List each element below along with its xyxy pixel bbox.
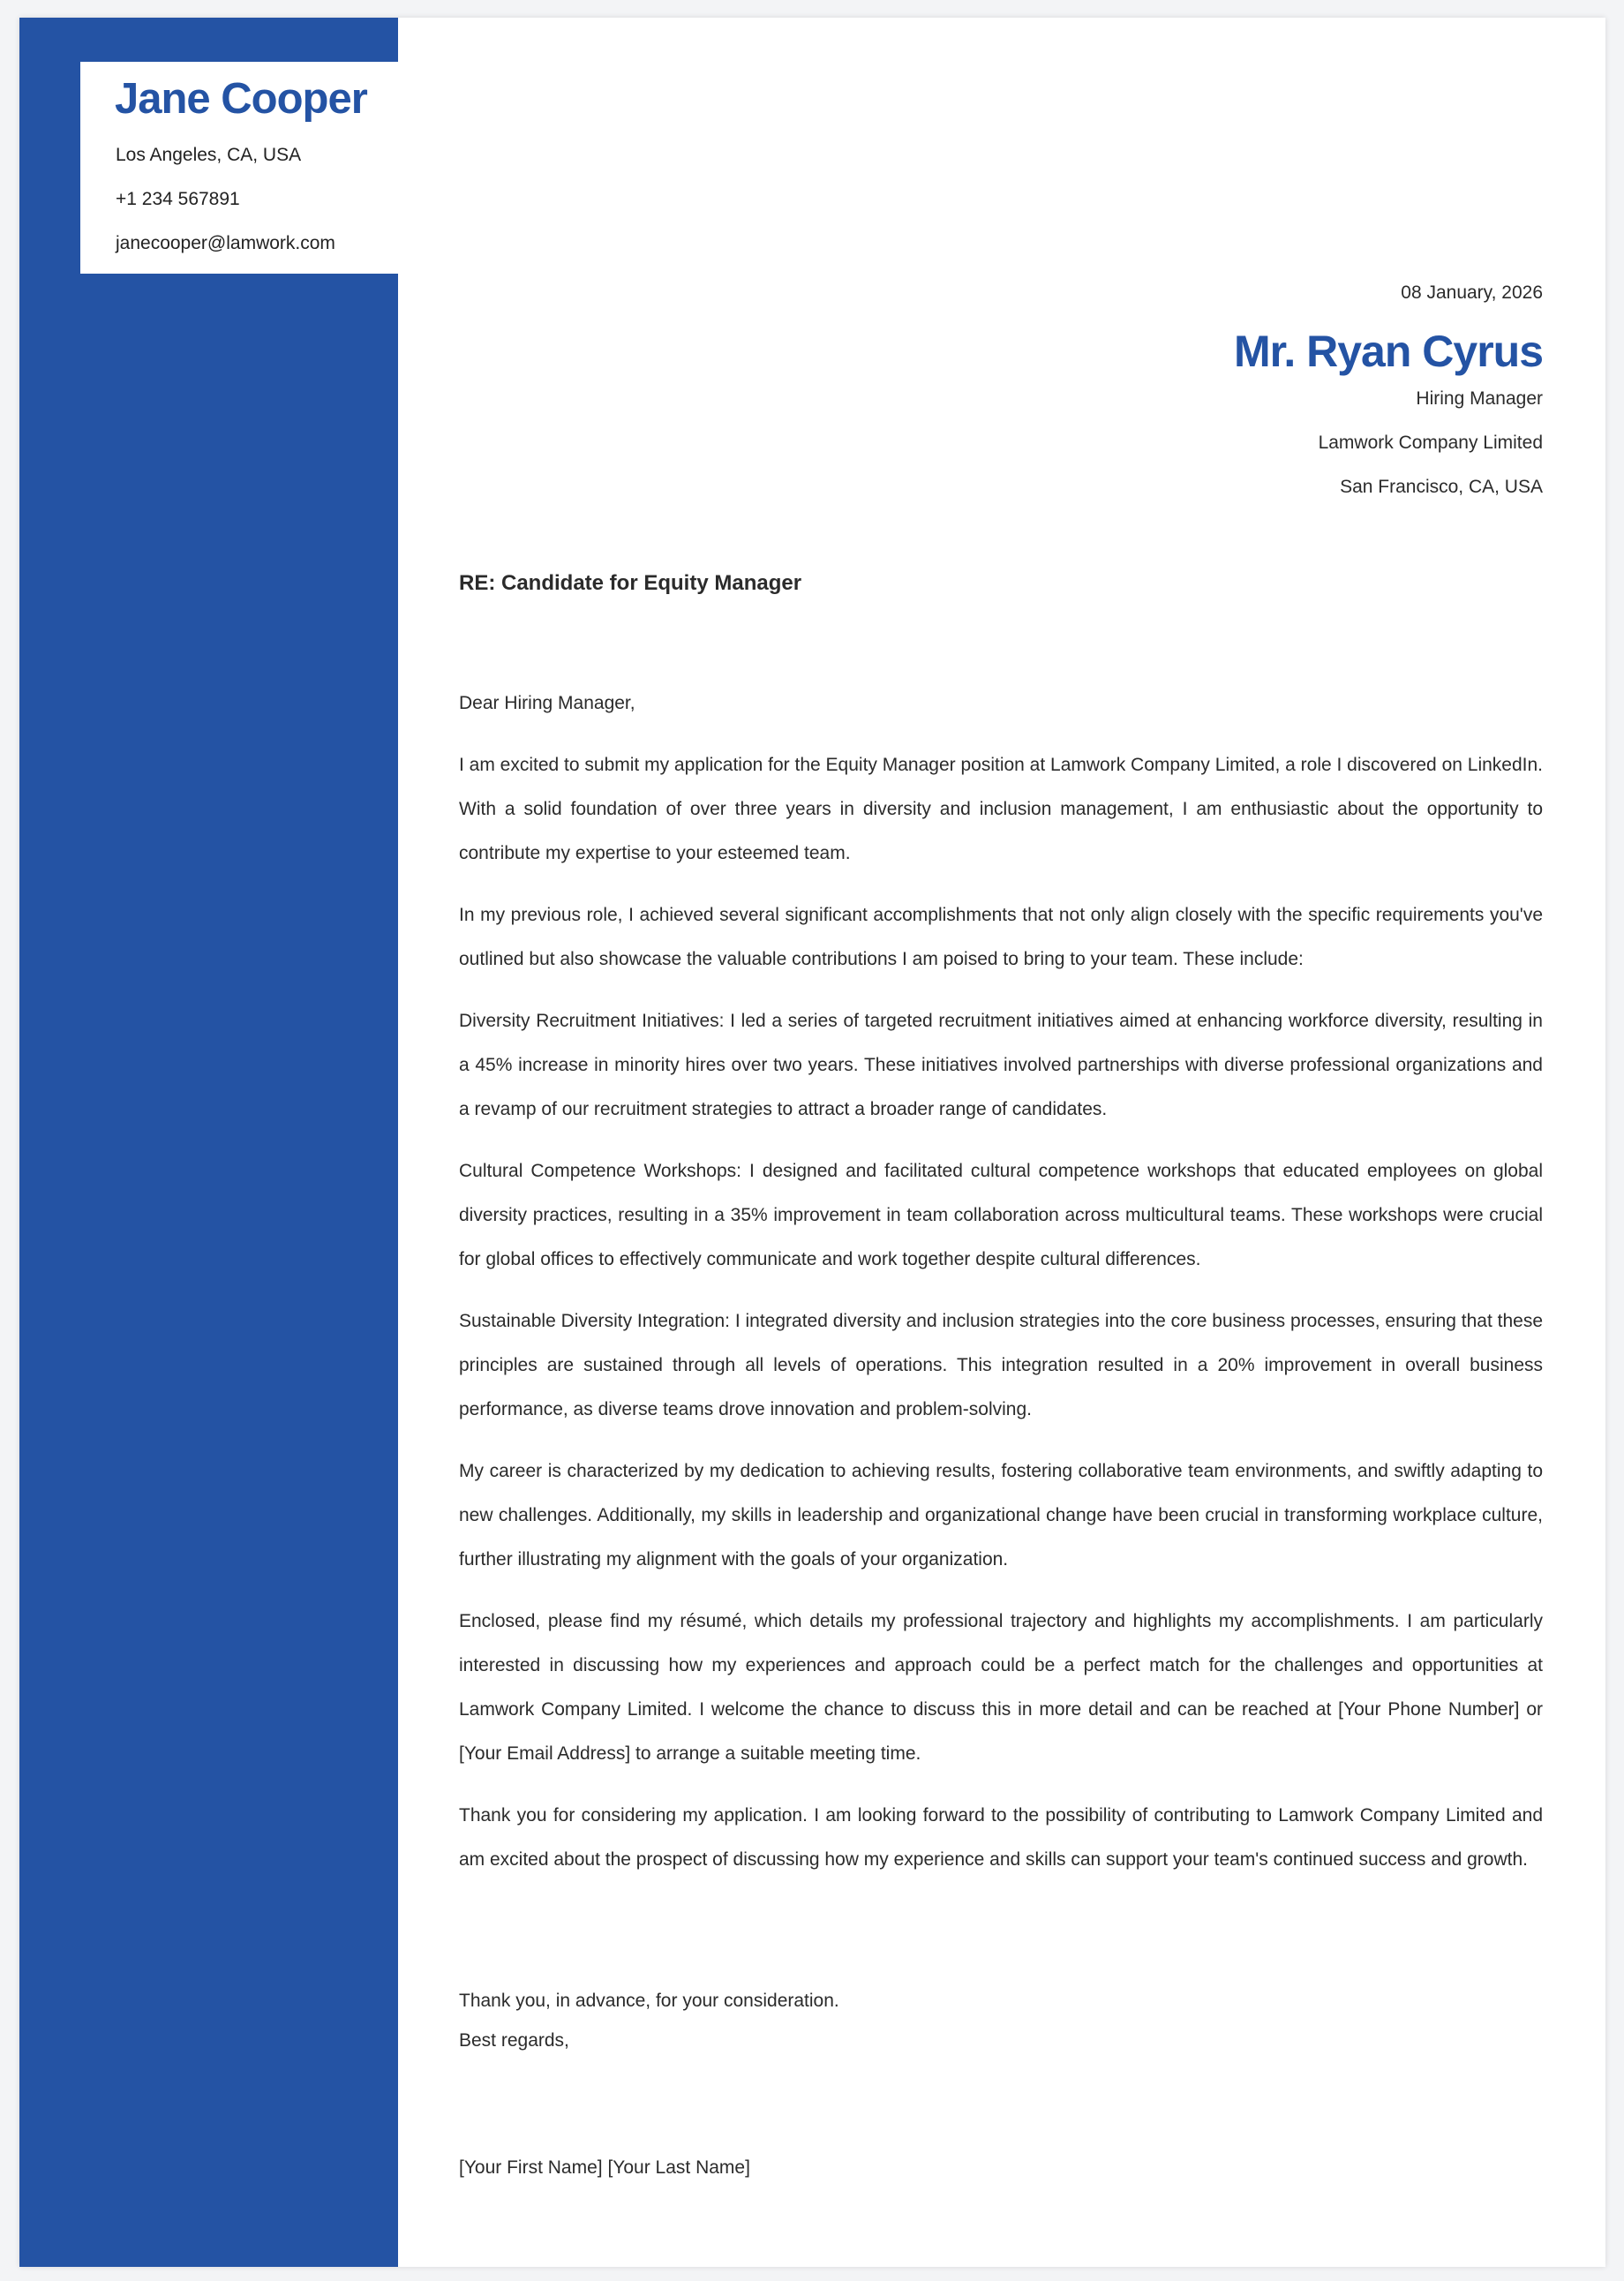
recipient-company: Lamwork Company Limited bbox=[1318, 433, 1543, 453]
paragraph-previous-role: In my previous role, I achieved several significant accomplishments that not only align closely with the specific requirements you've outlined but also showcase the valuable contributions I am poised to bring to your team. These include: bbox=[459, 905, 1543, 969]
sender-name: Jane Cooper bbox=[115, 75, 367, 123]
letter-closing bbox=[459, 1981, 839, 2060]
sender-location: Los Angeles, CA, USA bbox=[116, 145, 302, 165]
sender-email: janecooper@lamwork.com bbox=[116, 233, 335, 253]
paragraph-thank-you: Thank you for considering my application. I am looking forward to the possibility of contributing to Lamwork Company Limited and am excited about the prospect of discussing how my experience and skills can support your team's continued success and growth. bbox=[459, 1805, 1543, 1870]
recipient-title: Hiring Manager bbox=[1416, 388, 1543, 409]
sidebar-accent-bar bbox=[19, 18, 398, 2267]
signature: [Your First Name] [Your Last Name] bbox=[459, 2157, 750, 2178]
salutation: Dear Hiring Manager, bbox=[459, 693, 635, 713]
closing-line: Thank you, in advance, for your consideration. bbox=[459, 1991, 839, 2011]
paragraph-intro: I am excited to submit my application for the Equity Manager position at Lamwork Company Limited, a role I discovered on LinkedIn. With a solid foundation of over three years in diversity and inclusion management, I am enthusiastic about the opportunity to contribute my expertise to your esteemed team. bbox=[459, 755, 1543, 863]
paragraph-enclosed: Enclosed, please find my résumé, which details my professional trajectory and highlights my accomplishments. I am particularly interested in discussing how my experiences and approach could be a perfect match for the challenges and opportunities at Lamwork Company Limited. I welcome the chance to discuss this in more detail and can be reached at [Your Phone Number] or [Your Email Address] to arrange a suitable meeting time. bbox=[459, 1611, 1543, 1764]
paragraph-cultural-workshops: Cultural Competence Workshops: I designed and facilitated cultural competence workshops that educated employees on global diversity practices, resulting in a 35% improvement in team collaboration across multicultural teams. These workshops were crucial for global offices to effectively communicate and work together despite cultural differences. bbox=[459, 1161, 1543, 1269]
paragraph-diversity-recruitment: Diversity Recruitment Initiatives: I led a series of targeted recruitment initiatives aimed at enhancing workforce diversity, resulting in a 45% increase in minority hires over two years. These initiatives involved partnerships with diverse professional organizations and a revamp of our recruitment strategies to attract a broader range of candidates. bbox=[459, 1011, 1543, 1119]
letter-date: 08 January, 2026 bbox=[1401, 282, 1543, 303]
paragraph-sustainable-integration: Sustainable Diversity Integration: I integrated diversity and inclusion strategies into the core business processes, ensuring that these principles are sustained through all levels of operations. This integration resulted in a 20% improvement in overall business performance, as diverse teams drove innovation and problem-solving. bbox=[459, 1311, 1544, 1419]
letter-body bbox=[459, 681, 1543, 1900]
sender-contact-card bbox=[80, 62, 398, 274]
recipient-location: San Francisco, CA, USA bbox=[1340, 477, 1543, 497]
letter-page bbox=[19, 18, 1605, 2267]
paragraph-career: My career is characterized by my dedication to achieving results, fostering collaborative team environments, and swiftly adapting to new challenges. Additionally, my skills in leadership and organizational change have been crucial in transforming workplace culture, further illustrating my alignment with the goals of your organization. bbox=[459, 1461, 1543, 1570]
recipient-name: Mr. Ryan Cyrus bbox=[1233, 327, 1543, 376]
signoff: Best regards, bbox=[459, 2030, 569, 2051]
sender-phone: +1 234 567891 bbox=[116, 189, 240, 209]
letter-subject: RE: Candidate for Equity Manager bbox=[459, 571, 802, 595]
